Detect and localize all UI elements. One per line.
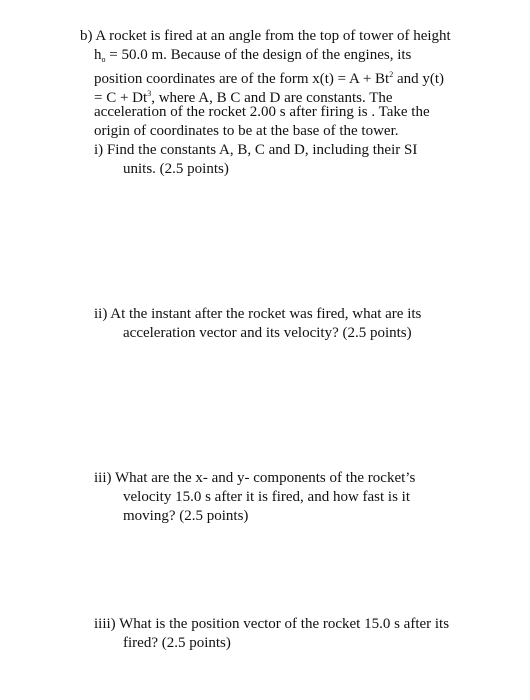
intro-line-1: b) A rocket is fired at an angle from the top of tower of height bbox=[80, 28, 451, 44]
question-3-line-1: iii) What are the x- and y- components of the rocket’s bbox=[94, 470, 416, 486]
intro-line-6: origin of coordinates to be at the base of the tower. bbox=[94, 123, 399, 139]
question-3-line-2: velocity 15.0 s after it is fired, and how fast is it bbox=[123, 489, 411, 505]
height-subscript: o bbox=[101, 55, 106, 64]
x-exponent: 2 bbox=[389, 70, 394, 79]
question-2-line-1: ii) At the instant after the rocket was fired, what are its bbox=[94, 306, 422, 322]
x-equation-text: position coordinates are of the form x(t) = A + Bt bbox=[94, 71, 390, 87]
question-2-line-2: acceleration vector and its velocity? (2.5 points) bbox=[123, 325, 412, 341]
question-4-line-1: iiii) What is the position vector of the rocket 15.0 s after its bbox=[94, 616, 450, 632]
question-1-line-1: i) Find the constants A, B, C and D, including their SI bbox=[94, 142, 418, 158]
y-equation-start: and y(t) bbox=[393, 71, 445, 87]
intro-line-4-text: , where A, B C and D are constants. The bbox=[151, 90, 393, 106]
y-exponent: 3 bbox=[147, 89, 152, 98]
intro-line-5: acceleration of the rocket 2.00 s after firing is . Take the bbox=[94, 104, 430, 120]
question-3-line-3: moving? (2.5 points) bbox=[123, 508, 249, 524]
question-1-line-2: units. (2.5 points) bbox=[123, 161, 229, 177]
height-symbol: h bbox=[94, 47, 102, 63]
question-4-line-2: fired? (2.5 points) bbox=[123, 635, 231, 651]
y-equation-text: = C + Dt bbox=[94, 90, 148, 106]
intro-line-2-text: = 50.0 m. Because of the design of the engines, its bbox=[105, 47, 412, 63]
